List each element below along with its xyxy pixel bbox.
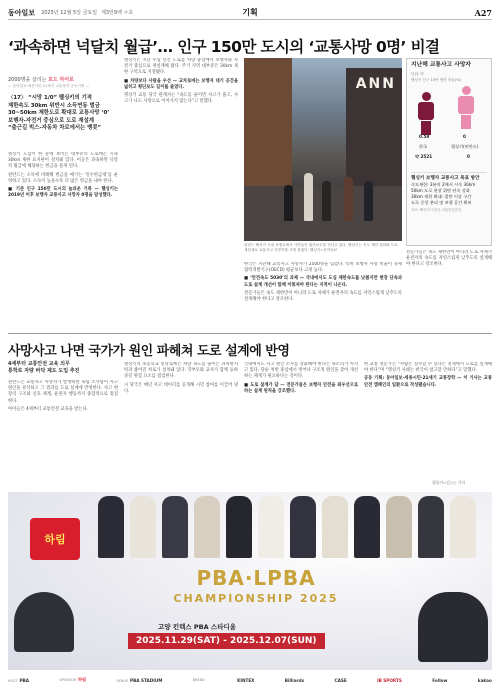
- series-box: [8, 76, 118, 133]
- infographic-title: 지난해 교통사고 사망자: [411, 62, 472, 68]
- paragraph: 전문가들은 속도 제한만이 아니라 도로 자체가 운전자의 속도를 자연스럽게 낮추도록 설계해야 한다고 강조한다.: [244, 290, 402, 303]
- paragraph: 아이들은 4세부터 교통안전 교육을 받는다.: [8, 406, 89, 412]
- paragraph: ■ 기준 인구 150만 도시의 놀라운 기록 — 헬싱키는 2019년 이후 보행자 교통사고 사망자 0명을 달성했다.: [8, 187, 118, 199]
- lead-summary: 〈17〉 “시망 1/0” 펠싱키의 기적 제한속도 30km 위반시 소득연동 벌금 30~50km 제한도로 확대로 교통사망 ‘0’ 보행자-자전거 중심으로 도로 재설계 “출근길 빅스-자동차 차로에서는 뱅콧”: [8, 95, 110, 132]
- pedestrian-figure: [284, 185, 293, 221]
- ad-title: [80, 566, 432, 605]
- brand-logo: IB SPORTS: [377, 677, 402, 683]
- paragraph: 국내에서도 사고 원인 조사를 강화해야 한다는 목소리가 커지고 있다. 단순 처벌 중심에서 벗어나 구조적 원인을 찾아 개선하는 체계가 필요하다는 것이다.: [244, 362, 358, 380]
- edition-number: 제3만9백 ㅇ호: [101, 10, 134, 16]
- paragraph: 시 당국은 매년 사고 데이터를 공개해 시민 참여를 이끌어 낸다.: [124, 382, 238, 394]
- paragraph: ■ ‘안전속도 5030’의 과제 — 국내에서도 도심 제한속도를 낮췄지만 현장 단속과 도로 설계 개선이 함께 이뤄져야 한다는 지적이 나온다.: [244, 276, 402, 288]
- player-figure: [322, 496, 348, 558]
- infographic-legend: 헬싱키 인구 10만 명당 비율(%): [411, 77, 462, 82]
- pedestrian-figure: [322, 181, 331, 221]
- main-headline: ‘과속하면 넉달치 월급’… 인구 150만 도시의 ‘교통사망 0명’ 비결: [8, 38, 440, 56]
- brand-logo: Billiards: [284, 677, 305, 683]
- brand-logo: KINTEX: [237, 677, 255, 683]
- harim-logo: 하림: [30, 518, 80, 560]
- story2-column-3: [244, 362, 358, 484]
- story2-column-1: [8, 380, 118, 484]
- paragraph: 전문가들은 속도 제한만이 아니라 도로 자체가 운전자의 속도를 자연스럽게 낮추도록 설계해야 한다고 강조한다.: [406, 250, 492, 268]
- paragraph: 헬싱키는 지난 수십 년간 도로를 차량 중심에서 보행자와 자전거 중심으로 재설계해 왔다. 주거 지역 대부분은 30km 제한 구역으로 지정됐다.: [124, 58, 238, 76]
- article-column-2: [124, 58, 238, 330]
- pedestrian-figure: [304, 173, 313, 221]
- pba-advertisement[interactable]: [8, 492, 492, 670]
- ad-dates: 2025.11.29(SAT) - 2025.12.07(SUN): [128, 633, 325, 649]
- host-sponsor: HOST PBA: [8, 677, 29, 683]
- helsinki-person-icon: [455, 86, 477, 129]
- player-figure: [14, 592, 74, 652]
- player-figure: [162, 496, 188, 558]
- ad-venue: 고양 킨텍스 PBA 스타디움: [158, 623, 237, 631]
- player-figure: [226, 496, 252, 558]
- paragraph: ■ 차량보다 사람을 우선 — 교차로에는 보행자 대기 공간을 넓히고 횡단보도 길이를 줄였다.: [124, 78, 238, 90]
- player-figure: [130, 496, 156, 558]
- section-name: 기획: [242, 7, 258, 17]
- article-column-4: [406, 250, 492, 330]
- article-column-3: [244, 262, 402, 330]
- paragraph: 헬싱키의 초등학교 통학로에는 차량 속도를 줄이는 과속방지턱과 좁아진 차로가 설치돼 있다. 학부모와 교사가 함께 등하굣길 위험 요소를 점검한다.: [124, 362, 238, 380]
- second-deck: 4세부터 교통안전 교육 의무 통학로 자량 바닥 제도 도입 추진: [8, 361, 80, 375]
- street-photo: [244, 58, 402, 241]
- player-figure: [418, 592, 488, 662]
- reporter-credit: 헬싱키=김○○ 기자: [432, 480, 466, 485]
- series-kicker: [8, 76, 118, 83]
- ad-title-sub: CHAMPIONSHIP 2025: [173, 592, 339, 605]
- page-number: A27: [474, 7, 492, 18]
- player-figure: [418, 496, 444, 558]
- paragraph: 헬싱키 교통 당국 관계자는 “속도를 줄이면 사고가 줄고, 사고가 나도 사망으로 이어지지 않는다”고 말했다.: [124, 93, 238, 105]
- ad-title-main: PBA·LPBA: [196, 566, 316, 590]
- series-byline: — 동아일보·세종시민·21세기 교통장학 공동기획 —: [8, 84, 90, 88]
- paragraph: 핀란드는 소득에 비례해 벌금을 매기는 ‘일수벌금제’를 운영하고 있다. 소득이 높을수록 더 많은 벌금을 내야 한다.: [8, 172, 118, 184]
- paragraph: ■ 도로 설계가 답 — 전문가들은 보행자 안전을 최우선으로 하는 설계 원칙을 강조했다.: [244, 382, 358, 394]
- main-sponsor: SPONSOR 하림: [59, 677, 87, 682]
- storefront-sign: ANN: [355, 76, 396, 92]
- sponsor-strip: [8, 674, 492, 686]
- pedestrian-figure: [364, 181, 373, 221]
- paragraph: 공동 기획: 동아일보·세종시민·21세기 교통장학 — 이 기사는 교통안전 캠페인의 일환으로 작성됐습니다.: [364, 376, 492, 388]
- paragraph: 한 교통 전문가는 “사람은 실수할 수 있다는 전제에서 도로를 설계해야 한다”며 “헬싱키 사례는 한국이 참고할 만하다”고 말했다.: [364, 362, 492, 374]
- figure-comparison: [411, 86, 487, 166]
- kicker-text: 2000명을 살리는: [8, 77, 47, 83]
- photo-caption: 핀란드 헬싱키 시내 보행로에서 시민들이 횡단보도를 건너고 있다. 헬싱키는 속도 제한 강화와 도로 재설계로 교통사고 사망자를 크게 줄였다. 헬싱키=동아일보: [244, 243, 398, 252]
- article-column-1: [8, 152, 118, 330]
- paragraph: 핀란드는 교통사고 사망자가 발생하면 독립 조사팀이 사고 원인을 분석하고 그 결과를 도로 설계에 반영한다. 사고 현장의 구조와 신호 체계, 운전자 행동까지 종합적으로 점검한다.: [8, 380, 118, 404]
- story2-column-4: [364, 362, 492, 476]
- player-figure: [194, 496, 220, 558]
- policy-line: 도로 중앙 분리 및 보행 공간 확보: [411, 199, 472, 205]
- korea-person-icon: [417, 92, 435, 135]
- helsinki-rate: 0: [463, 134, 466, 140]
- player-figure: [98, 496, 124, 558]
- infographic-source: 자료: 헬싱키시·한국 교통안전공단: [411, 208, 462, 213]
- policy-line: 50km 도로 현장 위반 단속 강화: [411, 187, 470, 193]
- player-figure: [354, 496, 380, 558]
- player-figure: [290, 496, 316, 558]
- venue-sponsor: VENUE PBA STADIUM: [116, 677, 163, 683]
- issue-date: 2025년 12월 5일 금요일: [41, 10, 98, 16]
- brand-label: BRAND: [192, 678, 205, 682]
- infographic-unit: 단위: 명: [411, 71, 424, 76]
- korea-total: 약 2521: [415, 154, 433, 160]
- policy-line: 속도제한: 3분의 2에서 시속 30km: [411, 182, 476, 188]
- newspaper-name: 동아일보: [8, 7, 36, 17]
- helsinki-label: 헬싱키(핀란드): [451, 144, 479, 150]
- player-figure: [386, 496, 412, 558]
- masthead: [8, 6, 492, 20]
- story2-column-2: [124, 362, 238, 484]
- policy-title: 헬싱키 보행자 교통사고 목표 방안: [411, 176, 480, 182]
- paragraph: 한국은 지난해 교통사고 사망자가 2500명을 넘었다. 특히 보행자 사망 비율이 경제협력개발기구(OECD) 평균보다 크게 높다.: [244, 262, 402, 274]
- infographic-box: [406, 58, 492, 246]
- policy-line: 30km 제한 확대: 절반 이상 구간: [411, 193, 472, 199]
- player-figure: [258, 496, 284, 558]
- helsinki-total: 0: [467, 154, 470, 160]
- korea-rate: 0.58: [419, 134, 430, 140]
- brand-logo: kakao: [477, 677, 492, 683]
- policy-box: [411, 172, 487, 205]
- brand-logo: CASE: [334, 677, 347, 683]
- section-divider: [8, 333, 492, 334]
- kicker-highlight: 로드 하어로: [48, 77, 74, 83]
- brand-logo: Follow: [432, 677, 448, 683]
- second-headline: 사망사고 나면 국가가 원인 파헤쳐 도로 설계에 반영: [8, 344, 290, 359]
- korea-label: 한국: [419, 144, 428, 150]
- pedestrian-figure: [344, 177, 353, 221]
- player-figure: [450, 496, 476, 558]
- paragraph: 헬싱키 도심이 한 눈에 보이는 대부분의 도로에는 시속 30km 제한 표지판이 설치돼 있다. 이곳은 과속하면 넉달치 월급에 해당하는 벌금을 물게 된다.: [8, 152, 118, 170]
